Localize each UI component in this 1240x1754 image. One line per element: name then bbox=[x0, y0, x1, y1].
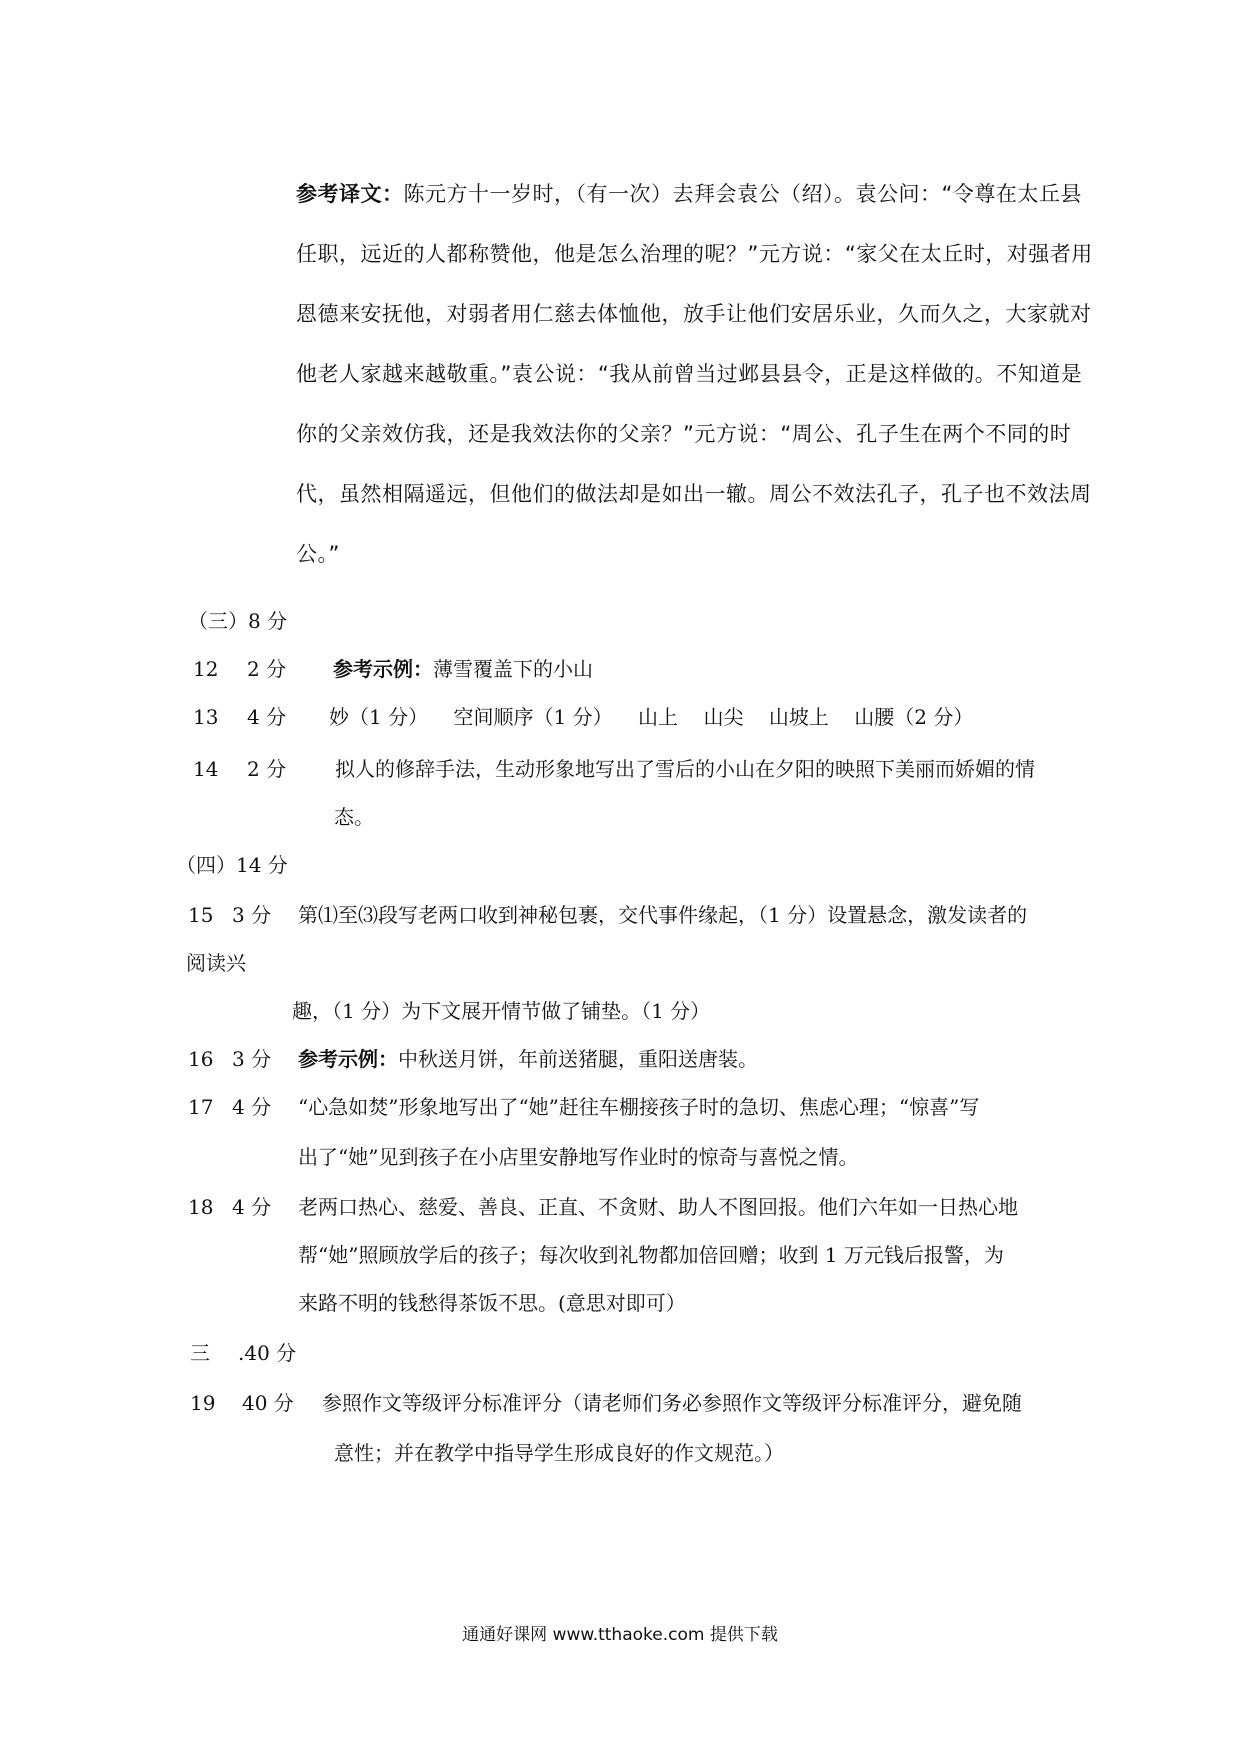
part-points: .40 分 bbox=[238, 1341, 297, 1365]
answer-text: 妙（1 分） 空间顺序（1 分） 山上 山尖 山坡上 山腰（2 分） bbox=[329, 705, 974, 729]
part-three bbox=[190, 1340, 296, 1366]
question-number: 17 bbox=[188, 1095, 214, 1119]
question-points: 2 分 bbox=[247, 757, 287, 781]
question-points: 3 分 bbox=[232, 903, 272, 927]
answer-14 bbox=[193, 756, 1035, 782]
answer-12 bbox=[193, 656, 593, 682]
answer-text: 中秋送月饼，年前送猪腿，重阳送唐装。 bbox=[398, 1047, 758, 1071]
answer-text-line1: 老两口热心、慈爱、善良、正直、不贪财、助人不图回报。他们六年如一日热心地 bbox=[298, 1195, 1018, 1219]
question-number: 18 bbox=[188, 1195, 214, 1219]
answer-text-line1: 参照作文等级评分标准评分（请老师们务必参照作文等级评分标准评分，避免随 bbox=[322, 1391, 1022, 1415]
question-points: 4 分 bbox=[232, 1095, 272, 1119]
question-number: 15 bbox=[188, 903, 214, 927]
answer-text: 薄雪覆盖下的小山 bbox=[433, 657, 593, 681]
question-points: 3 分 bbox=[232, 1047, 272, 1071]
answer-18-line2: 帮“她”照顾放学后的孩子；每次收到礼物都加倍回赠；收到 1 万元钱后报警，为 bbox=[298, 1243, 1004, 1267]
answer-17 bbox=[188, 1094, 979, 1120]
example-label: 参考示例： bbox=[298, 1047, 398, 1071]
translation-label: 参考译文： bbox=[296, 182, 404, 206]
question-number: 16 bbox=[188, 1047, 214, 1071]
part-number: 三 bbox=[190, 1341, 210, 1365]
answer-19-line2: 意性；并在教学中指导学生形成良好的作文规范。） bbox=[334, 1441, 784, 1465]
answer-text-line1: “心急如焚”形象地写出了“她”赶往车棚接孩子时的急切、焦虑心理；“惊喜”写 bbox=[298, 1095, 980, 1119]
page-footer: 通通好课网 www.tthaoke.com 提供下载 bbox=[462, 1625, 778, 1645]
reference-translation bbox=[296, 164, 1096, 584]
question-number: 14 bbox=[193, 757, 219, 781]
answer-18-line3: 来路不明的钱愁得茶饭不思。(意思对即可） bbox=[298, 1291, 686, 1315]
answer-13 bbox=[193, 704, 973, 730]
answer-15 bbox=[188, 902, 1027, 928]
answer-14-continued: 态。 bbox=[334, 805, 374, 829]
question-points: 4 分 bbox=[232, 1195, 272, 1219]
question-points: 4 分 bbox=[247, 705, 287, 729]
question-points: 2 分 bbox=[247, 657, 287, 681]
example-label: 参考示例： bbox=[333, 657, 433, 681]
question-points: 40 分 bbox=[242, 1391, 294, 1415]
answer-15-line3: 趣，（1 分）为下文展开情节做了铺垫。（1 分） bbox=[292, 999, 711, 1023]
section-four-heading: （四）14 分 bbox=[176, 853, 288, 877]
question-number: 19 bbox=[190, 1391, 216, 1415]
question-number: 13 bbox=[193, 705, 219, 729]
answer-17-line2: 出了“她”见到孩子在小店里安静地写作业时的惊奇与喜悦之情。 bbox=[298, 1145, 859, 1169]
answer-text-line1: 第⑴至⑶段写老两口收到神秘包裹，交代事件缘起，（1 分）设置悬念，激发读者的 bbox=[298, 903, 1028, 927]
answer-text-line1: 拟人的修辞手法，生动形象地写出了雪后的小山在夕阳的映照下美丽而娇媚的情 bbox=[335, 757, 1035, 781]
question-number: 12 bbox=[193, 657, 219, 681]
section-three-heading: （三）8 分 bbox=[188, 609, 288, 633]
answer-19 bbox=[190, 1390, 1022, 1416]
answer-15-line2: 阅读兴 bbox=[186, 951, 246, 975]
answer-16 bbox=[188, 1046, 758, 1072]
translation-text: 陈元方十一岁时，（有一次）去拜会袁公（绍）。袁公问：“令尊在太丘县任职，远近的人都称赞他，他是怎么治理的呢？”元方说：“家父在太丘时，对强者用恩德来安抚他，对弱者用仁慈去体恤他，放手让他们安居乐业，久而久之，大家就对他老人家越来越敬重。”袁公说：“我从前曾当过邺县县令，正是这样做的。不知道是你的父亲效仿我，还是我效法你的父亲？”元方说：“周公、孔子生在两个不同的时代，虽然相隔遥远，但他们的做法却是如出一辙。周公不效法孔子，孔子也不效法周公。” bbox=[296, 182, 1093, 566]
answer-18 bbox=[188, 1194, 1018, 1220]
